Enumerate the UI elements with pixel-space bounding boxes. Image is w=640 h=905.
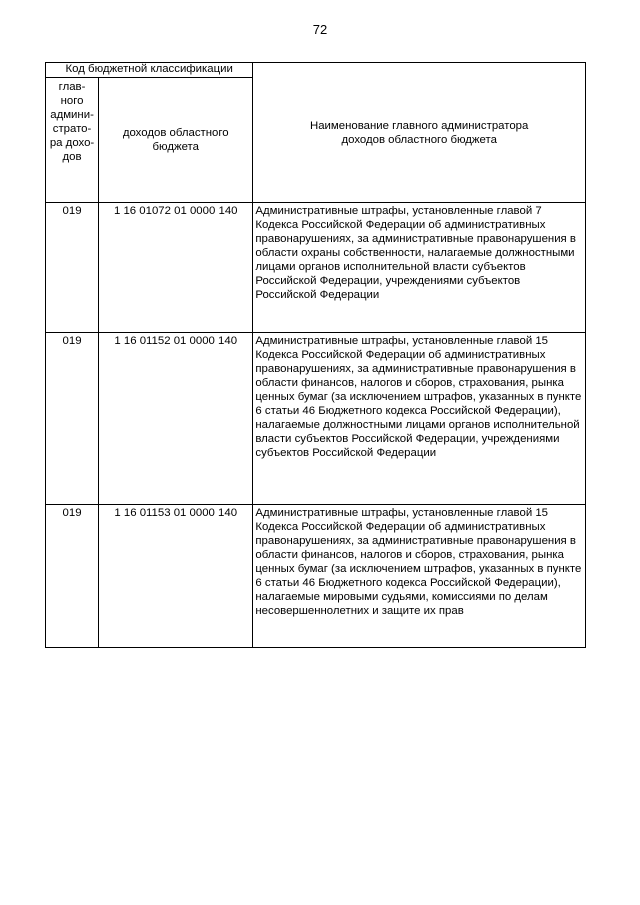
- table-row: [46, 333, 586, 505]
- row-admin-code: 019: [46, 505, 99, 648]
- row-description: Административные штрафы, установленные главой 7 Кодекса Российской Федерации об административных правонарушениях, за административные правонарушения в области охраны собственности, налагаемые должностными лицами органов исполнительной власти субъектов Российской Федерации, учреждениями субъектов Российской Федерации: [253, 203, 586, 333]
- row-income-code: 1 16 01072 01 0000 140: [99, 203, 253, 333]
- row-income-code: 1 16 01153 01 0000 140: [99, 505, 253, 648]
- row-admin-code: 019: [46, 203, 99, 333]
- row-description: Административные штрафы, установленные главой 15 Кодекса Российской Федерации об административных правонарушениях, за административные правонарушения в области финансов, налогов и сборов, страхования, рынка ценных бумаг (за исключением штрафов, указанных в пункте 6 статьи 46 Бюджетного кодекса Российской Федерации), налагаемые мировыми судьями, комиссиями по делам несовершеннолетних и защите их прав: [253, 505, 586, 648]
- table-row: [46, 505, 586, 648]
- table-row: [46, 203, 586, 333]
- header-administrator-name: Наименование главного администратора доходов областного бюджета: [253, 63, 586, 203]
- page-number: 72: [312, 22, 328, 37]
- row-description: Административные штрафы, установленные главой 15 Кодекса Российской Федерации об административных правонарушениях, за административные правонарушения в области финансов, налогов и сборов, страхования, рынка ценных бумаг (за исключением штрафов, указанных в пункте 6 статьи 46 Бюджетного кодекса Российской Федерации), налагаемые должностными лицами органов исполнительной власти субъектов Российской Федерации, учреждениями субъектов Российской Федерации: [253, 333, 586, 505]
- budget-classification-table: [45, 62, 586, 648]
- header-chief-administrator: глав- ного админи- страто- ра дохо- дов: [46, 78, 99, 203]
- header-regional-income: доходов областного бюджета: [99, 78, 253, 203]
- header-row-group: [46, 63, 586, 78]
- row-admin-code: 019: [46, 333, 99, 505]
- header-budget-classification-code: Код бюджетной классификации: [46, 63, 253, 78]
- row-income-code: 1 16 01152 01 0000 140: [99, 333, 253, 505]
